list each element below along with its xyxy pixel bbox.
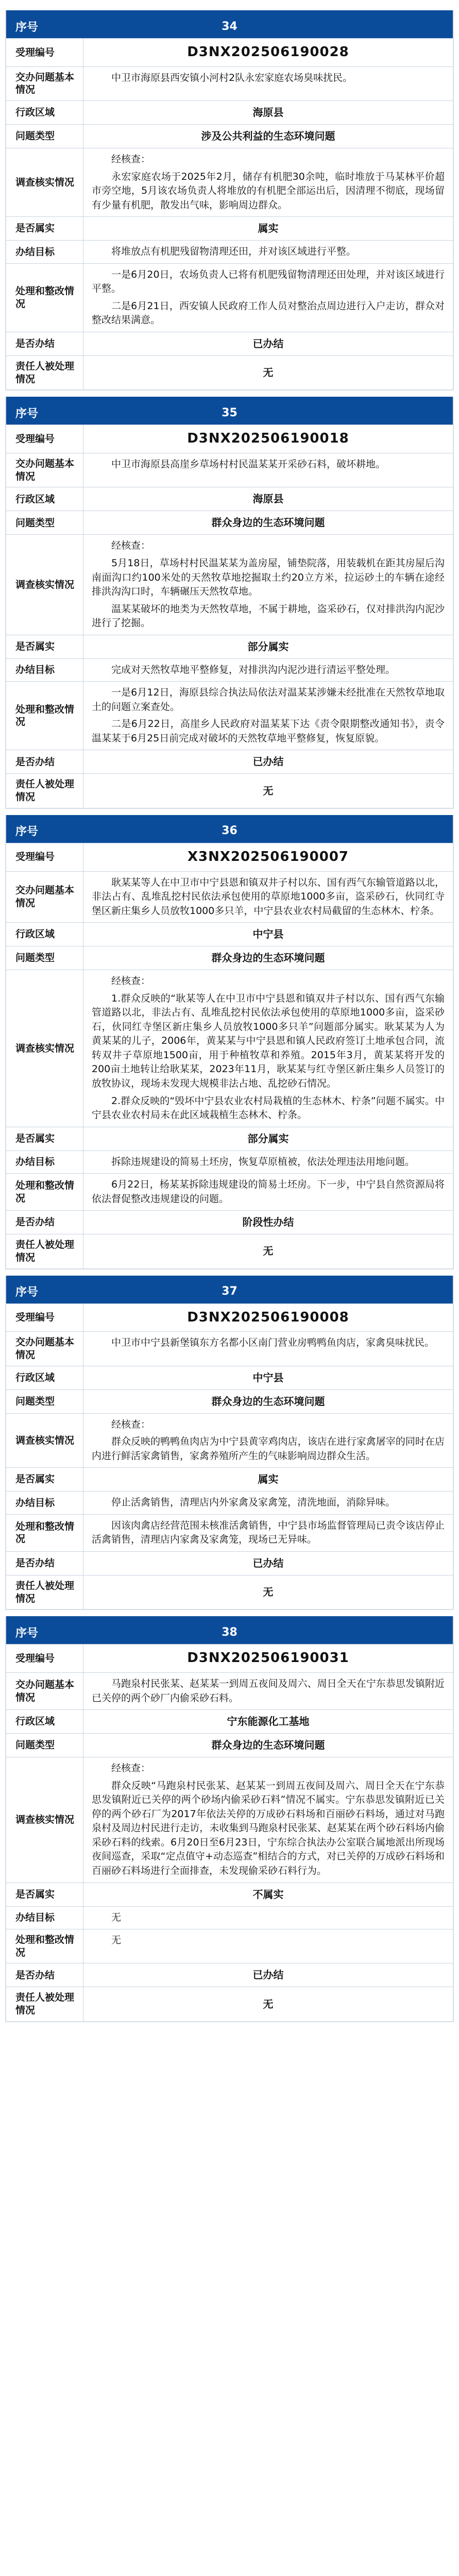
field-value <box>83 682 453 750</box>
field-value <box>83 1151 453 1174</box>
field-value: 已办结 <box>252 755 284 768</box>
field-label: 问题类型 <box>6 125 83 148</box>
field-label: 责任人被处理情况 <box>6 1987 83 2021</box>
paragraph: 中卫市中宁县新堡镇东方名都小区南门营业房鸭鸭鱼肉店，家禽臭味扰民。 <box>111 1337 435 1349</box>
paragraph: 完成对天然牧草地平整修复，对排洪沟内泥沙进行清运平整处理。 <box>111 664 396 675</box>
field-label: 办结目标 <box>6 1492 83 1514</box>
seq-value: 35 <box>222 406 237 419</box>
field-label: 是否办结 <box>6 332 83 355</box>
field-value <box>83 1515 453 1551</box>
field-value: D3NX202506190031 <box>187 1650 349 1666</box>
field-value <box>83 970 453 1126</box>
field-value: 属实 <box>258 222 279 235</box>
field-value: 中宁县 <box>252 1371 284 1384</box>
paragraph: 经核查： <box>111 154 151 165</box>
field-label: 责任人被处理情况 <box>6 1234 83 1268</box>
paragraph: 二是6月21日，西安镇人民政府工作人员对整治点周边进行入户走访，群众对整改结果满意。 <box>92 300 445 326</box>
field-value: D3NX202506190008 <box>187 1309 349 1325</box>
paragraph: 永宏家庭农场于2025年2月，储存有机肥30余吨，临时堆放于马某林平价超市旁空地，5月该农场负责人将堆放的有机肥全部运出后，因清理不彻底，现场留有少量有机肥，散发出气味，影响周边群众。 <box>92 171 445 211</box>
row-investigation <box>6 148 453 216</box>
paragraph: 经核查： <box>111 540 151 552</box>
field-label: 办结目标 <box>6 659 83 682</box>
field-value: 无 <box>263 366 274 379</box>
field-label: 处理和整改情况 <box>6 1174 83 1210</box>
row-rectify <box>6 1929 453 1963</box>
paragraph: 温某某破坏的地类为天然牧草地，不属于耕地，盗采砂石，仅对排洪沟内泥沙进行了挖掘。 <box>92 603 445 629</box>
paragraph: 拆除违规建设的简易土坯房，恢复草原植被，依法处理违法用地问题。 <box>111 1156 415 1167</box>
field-value <box>83 264 453 332</box>
field-value: 已办结 <box>252 1556 284 1569</box>
case-header-row <box>6 819 453 843</box>
field-label: 行政区域 <box>6 101 83 124</box>
case-header-row <box>6 401 453 425</box>
field-value: 无 <box>263 784 274 797</box>
field-value: 无 <box>263 1586 274 1599</box>
paragraph: 将堆放点有机肥残留物清理还田，并对该区域进行平整。 <box>111 246 356 258</box>
paragraph: 无 <box>111 1935 122 1946</box>
row-investigation <box>6 1757 453 1882</box>
field-label: 责任人被处理情况 <box>6 1575 83 1609</box>
field-label: 责任人被处理情况 <box>6 774 83 807</box>
field-value <box>83 1492 453 1514</box>
field-label: 行政区域 <box>6 1366 83 1389</box>
field-value <box>83 535 453 634</box>
field-label: 交办问题基本情况 <box>6 1673 83 1709</box>
row-is-true <box>6 1883 453 1906</box>
paragraph: 2.群众反映的“毁坏中宁县农业农村局栽植的生态林木、柠条”问题不属实。中宁县农业农村局未在此区域栽植生态林木、柠条。 <box>92 1095 445 1121</box>
field-value <box>83 1332 453 1365</box>
seq-value: 34 <box>222 20 237 33</box>
case-table <box>5 10 454 391</box>
row-is-true <box>6 635 453 658</box>
field-label: 问题类型 <box>6 1734 83 1757</box>
case-table <box>5 397 454 808</box>
field-value: 群众身边的生态环境问题 <box>211 1739 325 1752</box>
table-top-strip <box>6 1276 453 1280</box>
seq-value: 37 <box>222 1285 237 1298</box>
field-label: 交办问题基本情况 <box>6 872 83 923</box>
field-value: 无 <box>263 1997 274 2010</box>
row-case-no <box>6 425 453 453</box>
field-value <box>83 67 453 100</box>
case-table <box>5 1276 454 1611</box>
field-label: 是否办结 <box>6 1211 83 1234</box>
field-label: 处理和整改情况 <box>6 682 83 750</box>
field-label: 办结目标 <box>6 1151 83 1174</box>
field-value <box>83 1907 453 1929</box>
field-label: 处理和整改情况 <box>6 1929 83 1963</box>
field-value <box>83 659 453 682</box>
row-done <box>6 1210 453 1234</box>
row-case-no <box>6 1644 453 1672</box>
row-investigation <box>6 970 453 1126</box>
case-table <box>5 815 454 1269</box>
row-is-true <box>6 1127 453 1150</box>
row-basic <box>6 1331 453 1365</box>
paragraph: 无 <box>111 1911 122 1923</box>
paragraph: 经核查： <box>111 975 151 987</box>
row-accountable <box>6 355 453 389</box>
field-label: 行政区域 <box>6 923 83 946</box>
field-label: 责任人被处理情况 <box>6 356 83 389</box>
field-label: 受理编号 <box>6 1304 83 1332</box>
field-value: 群众身边的生态环境问题 <box>211 1395 325 1408</box>
row-case-no <box>6 38 453 66</box>
field-value: 中宁县 <box>252 928 284 941</box>
case-header-row <box>6 14 453 38</box>
field-value: 部分属实 <box>247 1132 289 1145</box>
field-value: 已办结 <box>252 1969 284 1981</box>
paragraph: 经核查： <box>111 1762 151 1774</box>
field-label: 是否办结 <box>6 750 83 773</box>
row-basic <box>6 871 453 923</box>
table-top-strip <box>6 815 453 819</box>
row-accountable <box>6 1575 453 1609</box>
field-label: 问题类型 <box>6 1390 83 1413</box>
row-is-true <box>6 1467 453 1491</box>
paragraph: 二是6月22日，高崖乡人民政府对温某某下达《责令限期整改通知书》，责令温某某于6月25日前完成对破坏的天然牧草地平整修复，恢复原貌。 <box>92 718 445 744</box>
row-done <box>6 1551 453 1575</box>
field-value: 阶段性办结 <box>242 1216 294 1229</box>
field-value <box>83 1929 453 1963</box>
paragraph: 1.群众反映的“耿某等人在中卫市中宁县恩和镇双井子村以东、国有西气东输管道路以北，非法占有、乱堆乱挖村民依法承包使用的草原地1000多亩，盗采砂石，伙同红寺堡区新庄集乡人员放牧1000多只羊”问题部分属实。耿某某为人为黄某某的儿子，2006年，黄某某与中宁县恩和镇人民政府签订土地承包合同，流转双井子草原地1500亩，用于种植牧草和养殖。2015年3月，黄某某将开发的200亩土地转让给耿某某，2023年11月，耿某某与红寺堡区新庄集乡人员签订的放牧协议，现场未发现大规模非法占地、乱挖砂石情况。 <box>92 992 445 1089</box>
field-value: 宁东能源化工基地 <box>227 1715 310 1728</box>
field-value: 不属实 <box>252 1888 284 1901</box>
seq-label: 序号 <box>15 1626 39 1640</box>
field-value: 群众身边的生态环境问题 <box>211 952 325 964</box>
field-label: 调查核实情况 <box>6 148 83 216</box>
field-label: 是否属实 <box>6 1127 83 1150</box>
field-value <box>83 1673 453 1709</box>
field-label: 交办问题基本情况 <box>6 67 83 100</box>
field-label: 是否办结 <box>6 1552 83 1575</box>
field-value <box>83 1414 453 1468</box>
field-value: 已办结 <box>252 337 284 350</box>
seq-value: 36 <box>222 824 237 838</box>
row-investigation <box>6 1413 453 1468</box>
field-value: 属实 <box>258 1473 279 1486</box>
paragraph: 马跑泉村民张某、赵某某一到周五夜间及周六、周日全天在宁东恭思发镇附近已关停的两个砂厂内偷采砂石料。 <box>92 1678 445 1704</box>
case-header-row <box>6 1280 453 1303</box>
paragraph: 停止活禽销售，清理店内外家禽及家禽笼，清洗地面，消除异味。 <box>111 1497 396 1509</box>
field-label: 受理编号 <box>6 1645 83 1672</box>
row-type <box>6 1733 453 1757</box>
row-target <box>6 1150 453 1174</box>
row-district <box>6 100 453 124</box>
row-basic <box>6 1672 453 1709</box>
field-value: X3NX202506190007 <box>187 849 349 865</box>
row-rectify <box>6 1514 453 1551</box>
row-rectify <box>6 681 453 750</box>
row-basic <box>6 66 453 100</box>
paragraph: 因该肉禽店经营范围未核准活禽销售，中宁县市场监督管理局已责令该店停止活禽销售，清理店内家禽及家禽笼，现场已无异味。 <box>92 1519 445 1546</box>
row-done <box>6 750 453 773</box>
field-label: 是否属实 <box>6 635 83 658</box>
row-accountable <box>6 773 453 807</box>
field-value <box>83 453 453 487</box>
field-label: 交办问题基本情况 <box>6 453 83 487</box>
case-header-row <box>6 1620 453 1644</box>
field-value <box>83 1757 453 1882</box>
seq-label: 序号 <box>15 407 39 420</box>
field-value: D3NX202506190028 <box>187 44 349 60</box>
field-value: 部分属实 <box>247 640 289 653</box>
case-table <box>5 1616 454 2022</box>
field-label: 受理编号 <box>6 39 83 66</box>
row-done <box>6 332 453 355</box>
field-value: D3NX202506190018 <box>187 431 349 447</box>
field-value: 海原县 <box>252 493 284 505</box>
field-value: 涉及公共利益的生态环境问题 <box>201 130 335 143</box>
seq-label: 序号 <box>15 21 39 34</box>
field-label: 调查核实情况 <box>6 970 83 1126</box>
row-target <box>6 1491 453 1514</box>
table-top-strip <box>6 10 453 14</box>
field-label: 问题类型 <box>6 946 83 970</box>
field-label: 是否办结 <box>6 1963 83 1987</box>
field-label: 是否属实 <box>6 1468 83 1491</box>
field-value <box>83 241 453 263</box>
row-type <box>6 1389 453 1413</box>
row-basic <box>6 453 453 487</box>
seq-value: 38 <box>222 1625 237 1639</box>
paragraph: 中卫市海原县高崖乡草场村村民温某某开采砂石料，破坏耕地。 <box>111 459 386 470</box>
row-case-no <box>6 1303 453 1332</box>
paragraph: 耿某某等人在中卫市中宁县恩和镇双井子村以东、国有西气东输管道路以北，非法占有、乱堆乱挖村民依法承包使用的草原地1000多亩，盗采砂石，伙同红寺堡区新庄集乡人员放牧1000多只羊，中宁县农业农村局截留的生态林木、柠条。 <box>92 876 445 917</box>
row-target <box>6 240 453 263</box>
table-top-strip <box>6 1616 453 1620</box>
field-value: 无 <box>263 1245 274 1258</box>
row-type <box>6 946 453 970</box>
row-type <box>6 124 453 148</box>
row-rectify <box>6 263 453 332</box>
field-label: 行政区域 <box>6 487 83 511</box>
field-label: 受理编号 <box>6 843 83 871</box>
row-district <box>6 1709 453 1733</box>
field-value <box>83 148 453 216</box>
field-label: 交办问题基本情况 <box>6 1332 83 1365</box>
row-rectify <box>6 1173 453 1210</box>
row-accountable <box>6 1234 453 1268</box>
row-target <box>6 658 453 682</box>
paragraph: 一是6月20日，农场负责人已将有机肥残留物清理还田处理，并对该区域进行平整。 <box>92 268 445 295</box>
row-is-true <box>6 216 453 240</box>
seq-label: 序号 <box>15 1286 39 1299</box>
field-label: 处理和整改情况 <box>6 264 83 332</box>
row-case-no <box>6 843 453 871</box>
row-district <box>6 1366 453 1389</box>
paragraph: 经核查： <box>111 1418 151 1430</box>
row-district <box>6 922 453 946</box>
field-label: 受理编号 <box>6 425 83 453</box>
field-label: 处理和整改情况 <box>6 1515 83 1551</box>
paragraph: 5月18日，草场村村民温某某为盖房屋，铺垫院落，用装载机在距其房屋后沟南面沟口约100米处的天然牧草地挖掘取土约20立方米，拉运砂土的车辆在途经排洪沟沟口时，车辆碾压天然牧草地。 <box>92 557 445 598</box>
paragraph: 6月22日，杨某某拆除违规建设的简易土坯房。下一步，中宁县自然资源局将依法督促整改违规建设的问题。 <box>92 1179 445 1205</box>
row-target <box>6 1906 453 1929</box>
field-label: 是否属实 <box>6 217 83 240</box>
field-label: 问题类型 <box>6 511 83 534</box>
field-value: 海原县 <box>252 106 284 119</box>
paragraph: 一是6月12日，海原县综合执法局依法对温某某涉嫌未经批准在天然牧草地取土的问题立案查处。 <box>92 687 445 713</box>
field-label: 调查核实情况 <box>6 535 83 634</box>
paragraph: 群众反映的鸭鸭鱼肉店为中宁县黄宰鸡肉店，该店在进行家禽屠宰的同时在店内进行鲜活家禽销售，家禽养殖所产生的气味影响周边群众生活。 <box>92 1436 445 1462</box>
seq-label: 序号 <box>15 825 39 839</box>
field-label: 调查核实情况 <box>6 1757 83 1882</box>
field-label: 是否属实 <box>6 1883 83 1906</box>
table-top-strip <box>6 397 453 401</box>
row-type <box>6 511 453 534</box>
field-label: 办结目标 <box>6 241 83 263</box>
field-label: 办结目标 <box>6 1907 83 1929</box>
field-value <box>83 872 453 923</box>
paragraph: 群众反映“马跑泉村民张某、赵某某一到周五夜间及周六、周日全天在宁东恭思发镇附近已关停的两个砂场内偷采砂石料”情况不属实。宁东恭思发镇附近已关停的两个砂石厂为2017年依法关停的万成砂石料场和百丽砂石料场，通过对马跑泉村及周边村民进行走访，未收集到马跑泉村民张某、赵某某在两个砂石料场内偷采砂石料的线索。6月20日至6月23日，宁东综合执法办公室联合属地派出所现场夜间巡查，采取“定点值守+动态巡查”相结合的方式，对已关停的万成砂石料场和百丽砂石料场进行全面排查，未发现偷采砂石料行为。 <box>92 1780 445 1876</box>
row-done <box>6 1963 453 1987</box>
row-accountable <box>6 1987 453 2021</box>
row-investigation <box>6 534 453 634</box>
field-label: 行政区域 <box>6 1710 83 1733</box>
row-district <box>6 487 453 511</box>
field-value <box>83 1174 453 1210</box>
field-value: 群众身边的生态环境问题 <box>211 516 325 529</box>
paragraph: 中卫市海原县西安镇小河村2队永宏家庭农场臭味扰民。 <box>111 72 353 83</box>
field-label: 调查核实情况 <box>6 1414 83 1468</box>
